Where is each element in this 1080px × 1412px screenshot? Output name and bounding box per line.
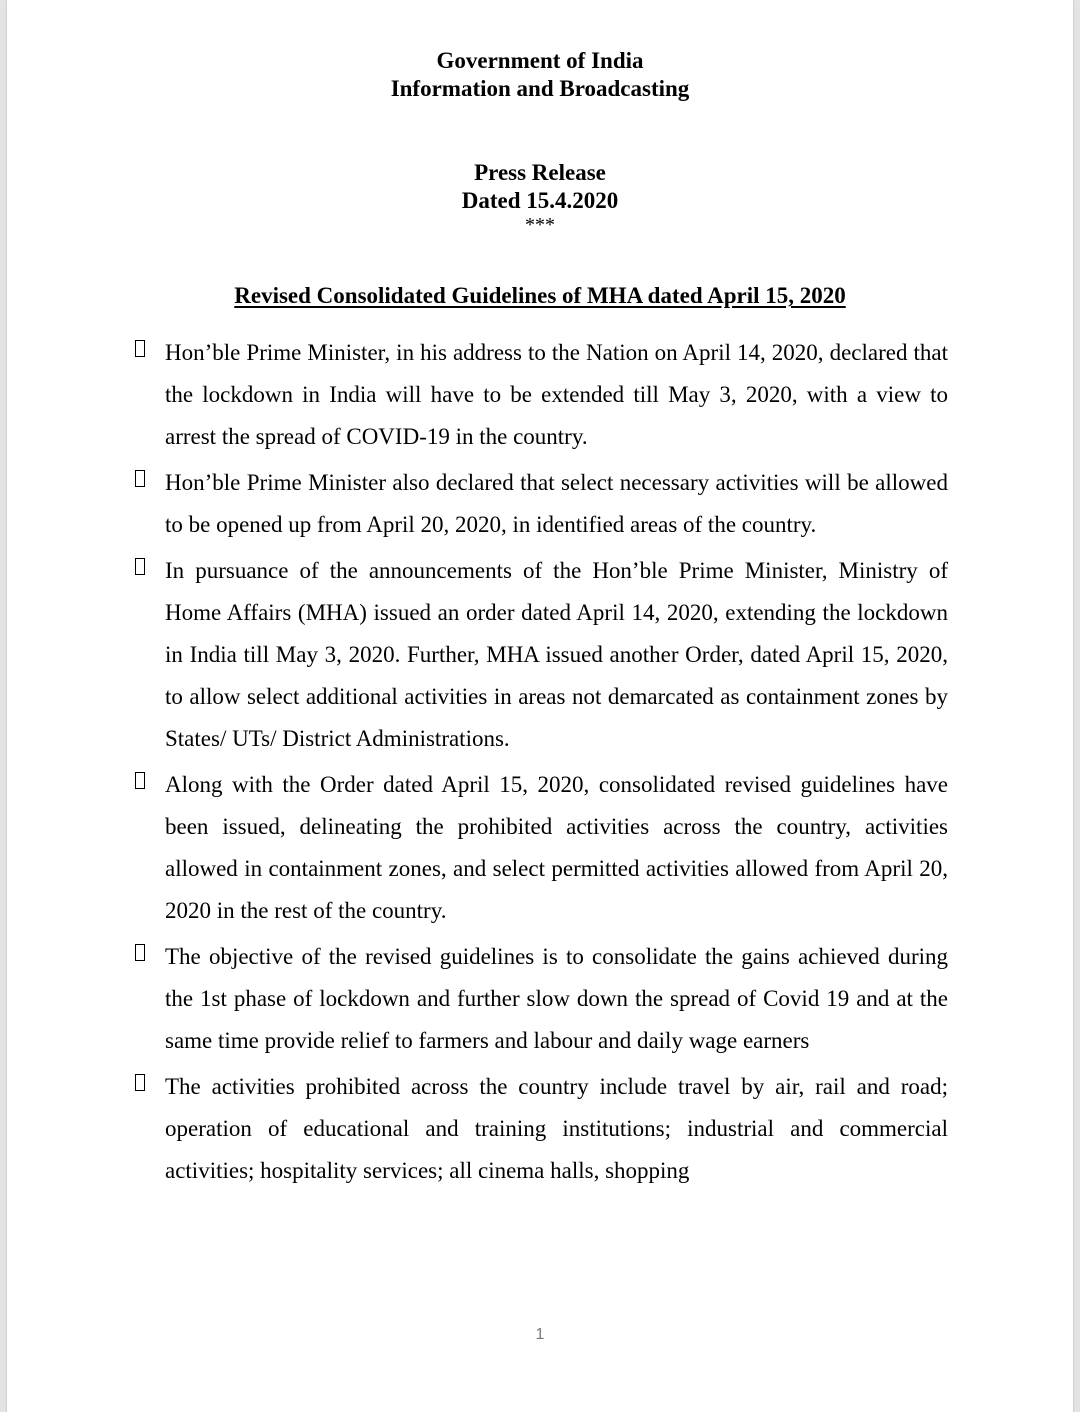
bullet-box-icon — [135, 772, 145, 789]
header-ministry: Information and Broadcasting — [390, 76, 690, 101]
bullet-item — [7, 764, 1073, 932]
bullet-box-icon — [135, 944, 145, 961]
header-government: Government of India — [436, 48, 644, 73]
bullet-item — [7, 550, 1073, 760]
bullet-text: The activities prohibited across the country include travel by air, rail and road; operation of educational and training institutions; industrial and commercial activities; hospitality services; all cinema halls, shopping — [165, 1074, 948, 1183]
page-number: 1 — [535, 1326, 545, 1343]
bullet-text: Along with the Order dated April 15, 2020, consolidated revised guidelines have been issued, delineating the prohibited activities across the country, activities allowed in containment zones, and select permitted activities allowed from April 20, 2020 in the rest of the country. — [165, 772, 948, 923]
bullet-text: Hon’ble Prime Minister, in his address to the Nation on April 14, 2020, declared that the lockdown in India will have to be extended till May 3, 2020, with a view to arrest the spread of COVID-19 in the country. — [165, 340, 948, 449]
bullet-text: Hon’ble Prime Minister also declared that select necessary activities will be allowed to be opened up from April 20, 2020, in identified areas of the country. — [165, 470, 948, 537]
bullet-box-icon — [135, 470, 145, 487]
bullet-list — [7, 332, 1073, 1196]
bullet-text: In pursuance of the announcements of the Hon’ble Prime Minister, Ministry of Home Affairs (MHA) issued an order dated April 14, 2020, extending the lockdown in India till May 3, 2020. Further, MHA issued another Order, dated April 15, 2020, to allow select additional activities in areas not demarcated as containment zones by States/ UTs/ District Administrations. — [165, 558, 948, 751]
bullet-text: The objective of the revised guidelines is to consolidate the gains achieved during the 1st phase of lockdown and further slow down the spread of Covid 19 and at the same time provide relief to farmers and labour and daily wage earners — [165, 944, 948, 1053]
bullet-item — [7, 332, 1073, 458]
document-page — [7, 0, 1073, 1412]
bullet-item — [7, 462, 1073, 546]
bullet-box-icon — [135, 340, 145, 357]
bullet-item — [7, 936, 1073, 1062]
release-date: Dated 15.4.2020 — [461, 188, 619, 213]
document-title: Revised Consolidated Guidelines of MHA dated April 15, 2020 — [234, 283, 846, 308]
bullet-item — [7, 1066, 1073, 1192]
separator-stars: *** — [525, 214, 555, 236]
bullet-box-icon — [135, 1074, 145, 1091]
press-release-label: Press Release — [474, 160, 606, 185]
bullet-box-icon — [135, 558, 145, 575]
